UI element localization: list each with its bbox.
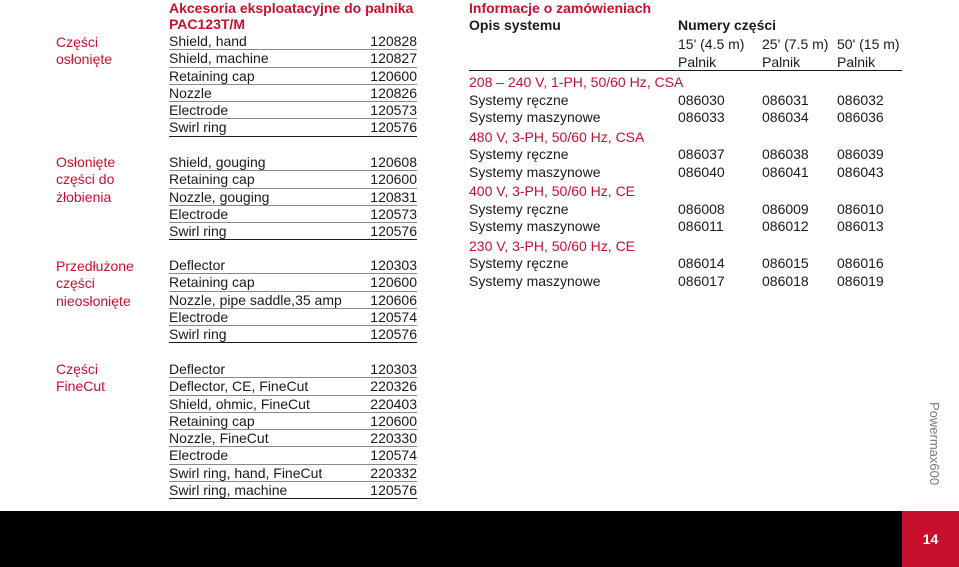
column-type: Palnik — [678, 54, 717, 70]
group-label — [56, 154, 115, 206]
part-number-cell: 086015 — [762, 255, 809, 271]
part-number-cell: 086030 — [678, 91, 725, 108]
system-name: Systemy ręczne — [469, 200, 569, 217]
system-name: Systemy ręczne — [469, 146, 569, 162]
part-number-cell: 086008 — [678, 200, 725, 217]
part-number-cell: 086040 — [678, 163, 725, 180]
part-number-cell: 086037 — [678, 146, 725, 162]
voltage-heading — [469, 238, 902, 256]
system-row — [469, 146, 902, 164]
column-length: 15' (4.5 m) — [678, 36, 745, 52]
part-name: Shield, machine — [169, 50, 269, 67]
numbers-header: Numery części — [678, 17, 777, 33]
accessories-title — [169, 0, 413, 32]
part-row — [169, 413, 417, 430]
ordering-title: Informacje o zamówieniach — [469, 0, 652, 16]
system-header: Opis systemu — [469, 17, 561, 33]
part-row — [169, 102, 417, 119]
voltage-text: 480 V, 3-PH, 50/60 Hz, CSA — [469, 128, 645, 145]
voltage-heading — [469, 183, 902, 201]
part-row — [169, 154, 417, 171]
part-number-cell: 086032 — [837, 91, 884, 108]
part-row — [169, 482, 417, 499]
group-label-line: Części — [56, 361, 99, 377]
part-number: 120600 — [370, 274, 417, 291]
part-number: 220332 — [370, 464, 417, 481]
part-name: Retaining cap — [169, 412, 255, 429]
system-row — [469, 164, 902, 182]
part-number: 120576 — [370, 326, 417, 343]
part-number-cell: 086038 — [762, 146, 809, 162]
voltage-text: 208 – 240 V, 1-PH, 50/60 Hz, CSA — [469, 74, 684, 90]
part-name: Electrode — [169, 205, 229, 222]
part-name: Swirl ring, hand, FineCut — [169, 464, 323, 481]
accessories-title-line2: PAC123T/M — [169, 16, 245, 32]
part-row — [169, 33, 417, 50]
part-number-cell: 086031 — [762, 91, 809, 108]
part-number-cell: 086041 — [762, 163, 809, 180]
part-row — [169, 257, 417, 274]
footer-bar — [0, 511, 902, 567]
column-type: Palnik — [837, 54, 876, 70]
part-number: 120576 — [370, 482, 417, 499]
system-row — [469, 255, 902, 273]
part-number: 120608 — [370, 154, 417, 170]
part-number-cell: 086016 — [837, 255, 884, 271]
part-number: 120828 — [370, 33, 417, 49]
system-name: Systemy maszynowe — [469, 109, 601, 125]
part-list — [169, 361, 417, 499]
part-name: Swirl ring, machine — [169, 482, 288, 499]
system-row — [469, 109, 902, 127]
part-name: Electrode — [169, 447, 229, 464]
voltage-text: 230 V, 3-PH, 50/60 Hz, CE — [469, 237, 636, 254]
part-number: 120574 — [370, 308, 417, 325]
part-name: Swirl ring — [169, 119, 227, 136]
part-name: Deflector, CE, FineCut — [169, 378, 309, 395]
group-label-line: nieosłonięte — [56, 292, 131, 309]
part-number: 120303 — [370, 361, 417, 377]
part-number-cell: 086019 — [837, 272, 884, 289]
product-side-text: Powermax600 — [927, 402, 942, 486]
part-number: 220326 — [370, 378, 417, 395]
part-number: 120831 — [370, 188, 417, 205]
part-row — [169, 119, 417, 136]
system-row — [469, 201, 902, 219]
part-name: Retaining cap — [169, 67, 255, 84]
part-number-cell: 086034 — [762, 109, 809, 125]
group-label-line: żłobienia — [56, 188, 112, 205]
part-number: 220403 — [370, 395, 417, 412]
part-name: Deflector — [169, 361, 226, 377]
part-row — [169, 447, 417, 464]
part-row — [169, 430, 417, 447]
system-name: Systemy maszynowe — [469, 272, 601, 289]
column-length: 25' (7.5 m) — [762, 36, 829, 52]
part-name: Deflector — [169, 257, 226, 273]
part-number-cell: 086014 — [678, 255, 725, 271]
part-name: Swirl ring — [169, 326, 227, 343]
part-list — [169, 154, 417, 240]
part-row — [169, 361, 417, 378]
header-rule — [469, 70, 902, 71]
part-number: 120573 — [370, 205, 417, 222]
group-label-line: części — [56, 275, 95, 292]
part-number: 120826 — [370, 84, 417, 101]
part-number: 120606 — [370, 291, 417, 308]
part-number: 120600 — [370, 67, 417, 84]
part-list — [169, 257, 417, 343]
part-row — [169, 378, 417, 395]
part-number-cell: 086012 — [762, 218, 809, 234]
system-name: Systemy maszynowe — [469, 218, 601, 234]
part-number: 120573 — [370, 102, 417, 119]
part-row — [169, 171, 417, 188]
part-row — [169, 396, 417, 413]
part-row — [169, 326, 417, 343]
part-number-cell: 086010 — [837, 200, 884, 217]
part-number: 120576 — [370, 119, 417, 136]
part-name: Electrode — [169, 102, 229, 119]
part-row — [169, 309, 417, 326]
part-list — [169, 33, 417, 137]
page-number: 14 — [902, 511, 959, 567]
system-name: Systemy ręczne — [469, 91, 569, 108]
part-number-cell: 086036 — [837, 109, 884, 125]
part-number-cell: 086013 — [837, 218, 884, 234]
part-number: 120827 — [370, 50, 417, 67]
accessories-title-line1: Akcesoria eksploatacyjne do palnika — [169, 0, 414, 16]
group-label-line: Części — [56, 34, 99, 50]
part-name: Nozzle, pipe saddle,35 amp — [169, 291, 342, 308]
system-row — [469, 273, 902, 291]
part-name: Nozzle — [169, 84, 212, 101]
group-label-line: osłonięte — [56, 51, 113, 68]
part-name: Shield, hand — [169, 33, 247, 49]
group-label-line: części do — [56, 171, 115, 188]
part-row — [169, 68, 417, 85]
part-number-cell: 086009 — [762, 200, 809, 217]
product-side-label — [925, 402, 945, 492]
part-name: Retaining cap — [169, 171, 255, 188]
group-label — [56, 361, 105, 396]
group-label-line: FineCut — [56, 378, 106, 395]
part-number: 120600 — [370, 171, 417, 188]
part-number: 220330 — [370, 430, 417, 447]
system-name: Systemy maszynowe — [469, 163, 601, 180]
part-row — [169, 189, 417, 206]
part-number-cell: 086033 — [678, 109, 725, 125]
system-row — [469, 92, 902, 110]
part-number: 120574 — [370, 447, 417, 464]
group-label — [56, 258, 134, 310]
part-row — [169, 206, 417, 223]
voltage-heading — [469, 129, 902, 147]
part-number: 120303 — [370, 257, 417, 273]
voltage-heading — [469, 74, 902, 92]
group-label — [56, 34, 112, 69]
system-row — [469, 218, 902, 236]
part-number-cell: 086017 — [678, 272, 725, 289]
part-name: Shield, gouging — [169, 154, 266, 170]
voltage-text: 400 V, 3-PH, 50/60 Hz, CE — [469, 183, 636, 199]
part-row — [169, 223, 417, 240]
group-label-line: Osłonięte — [56, 154, 116, 170]
part-number-cell: 086011 — [678, 218, 724, 234]
part-row — [169, 85, 417, 102]
part-number: 120576 — [370, 223, 417, 240]
part-name: Nozzle, gouging — [169, 188, 270, 205]
part-row — [169, 465, 417, 482]
part-row — [169, 292, 417, 309]
column-type: Palnik — [762, 54, 801, 70]
column-length: 50' (15 m) — [837, 36, 900, 52]
part-name: Shield, ohmic, FineCut — [169, 395, 310, 412]
part-name: Retaining cap — [169, 274, 255, 291]
part-number-cell: 086018 — [762, 272, 809, 289]
part-row — [169, 274, 417, 291]
part-name: Nozzle, FineCut — [169, 430, 269, 447]
part-row — [169, 50, 417, 67]
part-number: 120600 — [370, 412, 417, 429]
part-name: Electrode — [169, 308, 229, 325]
part-number-cell: 086039 — [837, 146, 884, 162]
part-number-cell: 086043 — [837, 163, 884, 180]
part-name: Swirl ring — [169, 223, 227, 240]
group-label-line: Przedłużone — [56, 258, 134, 274]
system-name: Systemy ręczne — [469, 255, 569, 271]
